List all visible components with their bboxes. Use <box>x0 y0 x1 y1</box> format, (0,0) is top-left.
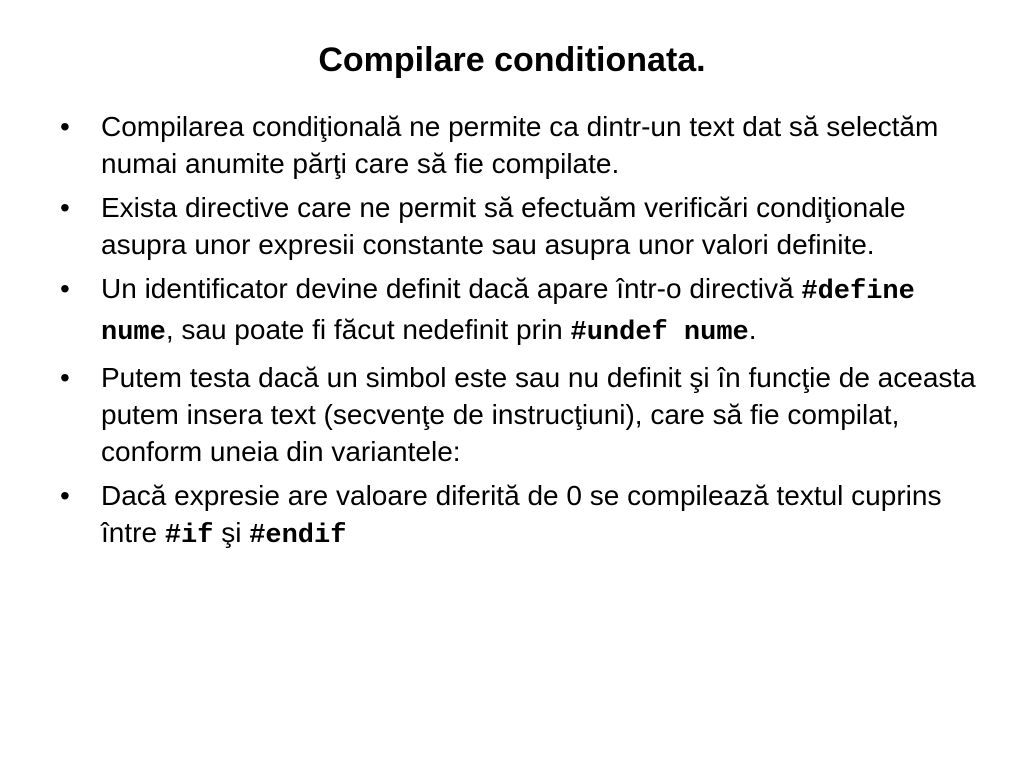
bullet-text: , sau poate fi făcut nedefinit prin <box>165 314 571 345</box>
bullet-text: Compilarea condiţională ne permite ca dintr-un text dat să selectăm numai anumite părţi care să fie compilate. <box>101 111 939 179</box>
bullet-marker: • <box>60 192 70 223</box>
bullet-text: şi <box>213 517 250 548</box>
code-undef: #undef nume <box>570 318 749 348</box>
code-define: #define nume <box>101 277 915 348</box>
bullet-list <box>60 108 980 562</box>
bullet-item <box>60 477 980 555</box>
bullet-marker: • <box>60 480 70 511</box>
bullet-text: Un identificator devine definit dacă apare într-o directivă <box>101 273 802 304</box>
bullet-text: Dacă expresie are valoare diferită de 0 se compilează textul cuprins între <box>101 480 942 548</box>
bullet-marker: • <box>60 273 70 304</box>
bullet-text: Exista directive care ne permit să efectuăm verificări condiţionale asupra unor expresii constante sau asupra unor valori definite. <box>101 192 906 260</box>
bullet-item <box>60 359 980 470</box>
bullet-marker: • <box>60 362 70 393</box>
bullet-item <box>60 189 980 263</box>
bullet-marker: • <box>60 111 70 142</box>
bullet-text: . <box>748 314 757 345</box>
slide-title: Compilare conditionata. <box>318 41 706 79</box>
code-endif: #endif <box>249 521 347 551</box>
code-if: #if <box>164 521 214 551</box>
bullet-item <box>60 108 980 182</box>
bullet-text: Putem testa dacă un simbol este sau nu definit şi în funcţie de aceasta putem insera text (secvenţe de instrucţiuni), care să fie compilat, conform uneia din variantele: <box>101 362 976 467</box>
bullet-item <box>60 270 980 352</box>
